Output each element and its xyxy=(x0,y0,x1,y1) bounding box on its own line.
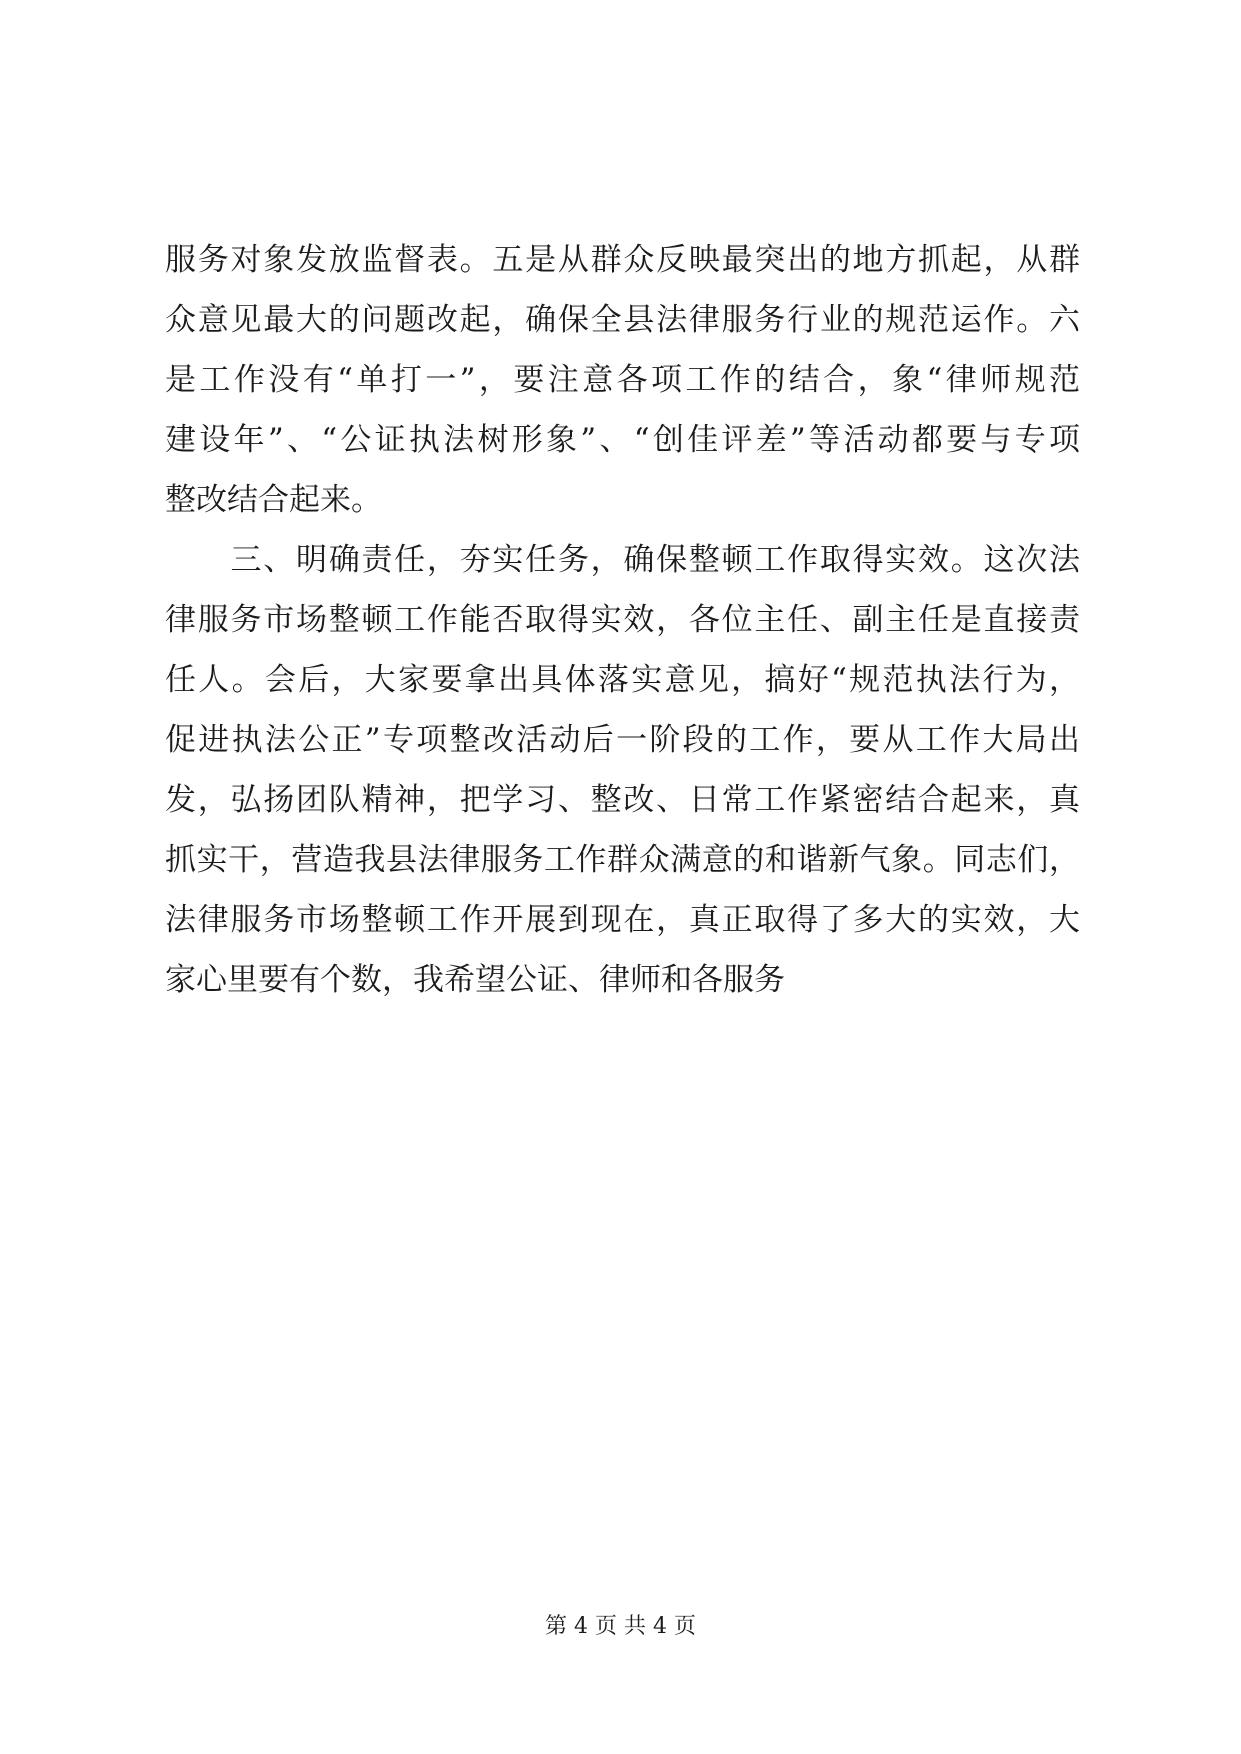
text-line: 任人。会后，大家要拿出具体落实意见，搞好“规范执法行为， xyxy=(165,662,1080,698)
text-line: 建设年”、“公证执法树形象”、“创佳评差”等活动都要与专项 xyxy=(165,422,1080,458)
text-line: 法律服务市场整顿工作开展到现在，真正取得了多大的实效，大 xyxy=(165,902,1080,938)
document-body xyxy=(165,230,1080,1010)
text-line: 三、明确责任，夯实任务，确保整顿工作取得实效。这次法 xyxy=(165,542,1080,578)
text-line: 服务对象发放监督表。五是从群众反映最突出的地方抓起，从群 xyxy=(165,242,1080,278)
text-line: 家心里要有个数，我希望公证、律师和各服务 xyxy=(165,962,785,998)
text-line: 是工作没有“单打一”，要注意各项工作的结合，象“律师规范 xyxy=(165,362,1080,398)
text-line: 促进执法公正”专项整改活动后一阶段的工作，要从工作大局出 xyxy=(165,722,1080,758)
text-line: 整改结合起来。 xyxy=(165,482,382,518)
text-line: 抓实干，营造我县法律服务工作群众满意的和谐新气象。同志们， xyxy=(165,842,1080,878)
page-number-footer: 第 4 页 共 4 页 xyxy=(545,1614,696,1639)
text-line: 律服务市场整顿工作能否取得实效，各位主任、副主任是直接责 xyxy=(165,602,1080,638)
text-line: 发，弘扬团队精神，把学习、整改、日常工作紧密结合起来，真 xyxy=(165,782,1080,818)
text-line: 众意见最大的问题改起，确保全县法律服务行业的规范运作。六 xyxy=(165,302,1080,338)
